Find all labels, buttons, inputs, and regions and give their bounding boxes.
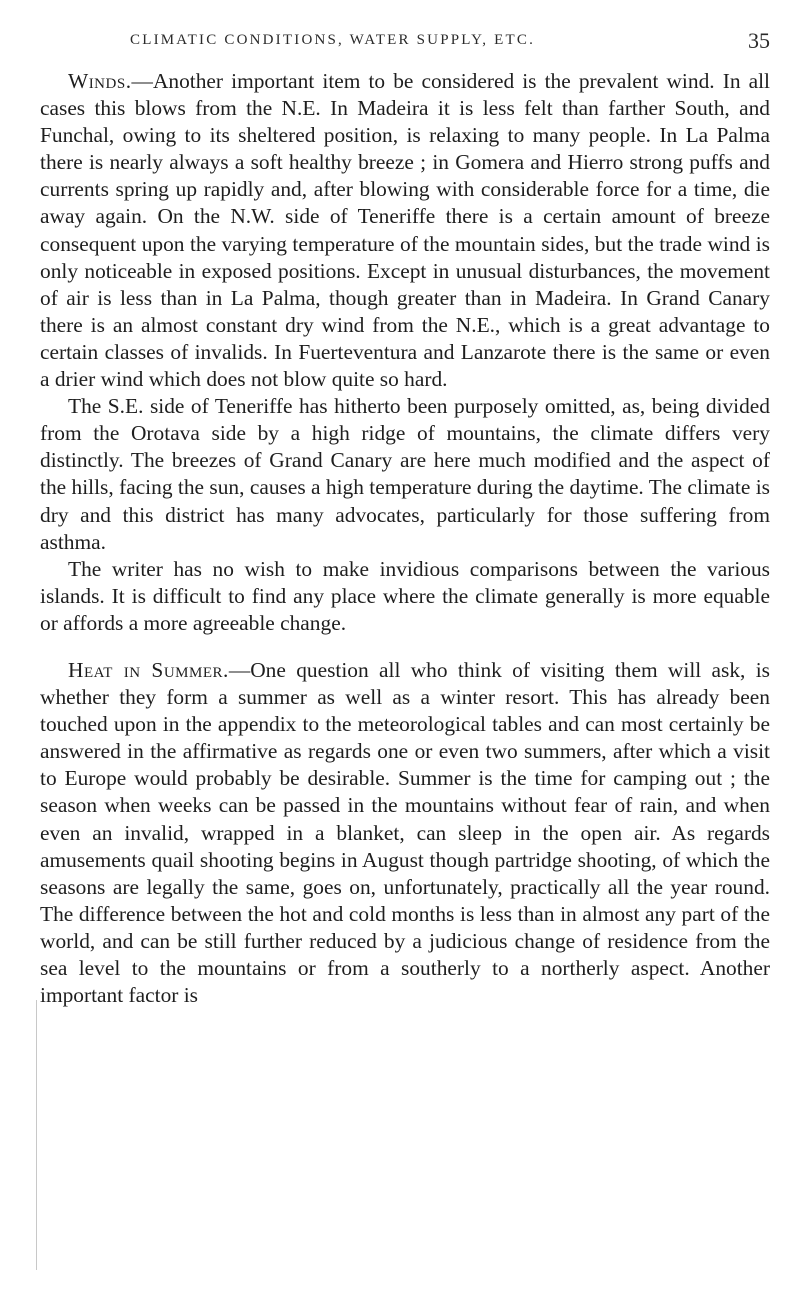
paragraph-text: —Another important item to be considered is the prevalent wind. In all cases this blows from the N.E. In Madeira it is less felt than farther South, and Funchal, owing to its sheltered position, is relaxing to many people. In La Palma there is nearly always a soft healthy breeze ; in Gomera and Hierro strong puffs and currents spring up rapidly and, after blowing with considerable force for a time, die away again. On the N.W. side of Teneriffe there is a certain amount of breeze consequent upon the varying temperature of the mountain sides, but the trade wind is only noticeable in exposed positions. Except in unusual disturbances, the movement of air is less than in La Palma, though greater than in Madeira. In Grand Canary there is an almost constant dry wind from the N.E., which is a great advantage to certain classes of invalids. In Fuerteventura and Lanzarote there is the same or even a drier wind which does not blow quite so hard.	[40, 69, 770, 392]
paragraph-text: The writer has no wish to make invidious comparisons between the various islands. It is difficult to find any place where the climate generally is more equable or affords a more agreeable change.	[40, 556, 770, 635]
section-lead-winds: Winds.	[68, 69, 132, 93]
paragraph-south-east-teneriffe	[40, 393, 770, 556]
section-lead-heat-in-summer: Heat in Summer.	[68, 657, 229, 682]
paragraph-text: The S.E. side of Teneriffe has hitherto been purposely omitted, as, being divided from the Orotava side by a high ridge of mountains, the climate differs very distinctly. The breezes of Grand Canary are here much modified and the aspect of the hills, facing the sun, causes a high temperature during the daytime. The climate is dry and this district has many advocates, particularly for those suffering from asthma.	[40, 394, 770, 554]
page-edge-shadow	[36, 1000, 37, 1270]
paragraph-winds	[40, 68, 770, 393]
paragraph-comparisons	[40, 556, 770, 637]
page-number: 35	[748, 28, 770, 53]
body-text	[40, 68, 770, 1009]
paragraph-text: —One question all who think of visiting them will ask, is whether they form a summer as well as a winter resort. This has already been touched upon in the appendix to the meteorological tables and can most certainly be answered in the affirmative as regards one or even two summers, after which a visit to Europe would probably be desirable. Summer is the time for camping out ; the season when weeks can be passed in the mountains without fear of rain, and when even an invalid, wrapped in a blanket, can sleep in the open air. As regards amusements quail shooting begins in August though partridge shooting, of which the seasons are legally the same, goes on, unfortunately, practically all the year round. The difference between the hot and cold months is less than in almost any part of the world, and can be still further reduced by a judicious change of residence from the sea level to the mountains or from a southerly to a northerly aspect. Another important factor is	[40, 657, 770, 1008]
running-title: CLIMATIC CONDITIONS, WATER SUPPLY, ETC.	[130, 32, 536, 48]
running-head	[80, 28, 770, 52]
paragraph-heat-in-summer	[40, 657, 770, 1009]
